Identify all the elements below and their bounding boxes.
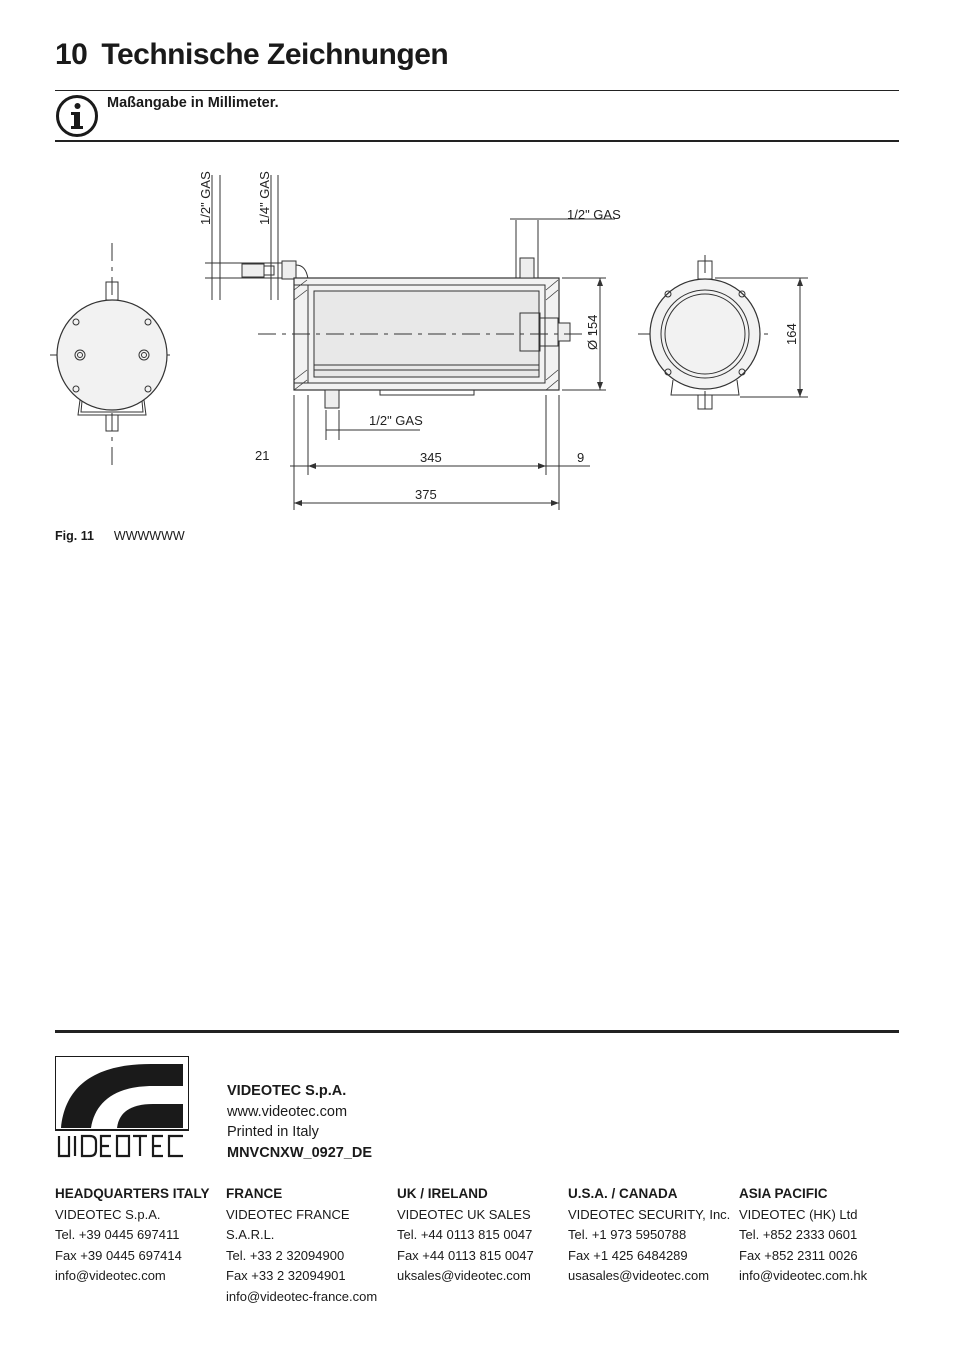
company-website[interactable]: www.videotec.com xyxy=(227,1103,348,1120)
office-tel: Tel. +33 2 32094900 xyxy=(226,1247,345,1263)
label-gas-half-top: 1/2" GAS xyxy=(567,207,621,222)
office-italy xyxy=(55,1184,226,1307)
office-fax: Fax +33 2 32094901 xyxy=(226,1268,346,1283)
office-fax: Fax +39 0445 697414 xyxy=(55,1247,182,1263)
footer-rule xyxy=(55,1030,899,1033)
label-height: 164 xyxy=(784,323,799,345)
section-number: 10 xyxy=(55,38,88,71)
header-rule-top xyxy=(55,90,899,91)
office-tel: Tel. +852 2333 0601 xyxy=(739,1227,858,1242)
dim-21: 21 xyxy=(255,448,270,463)
rear-view xyxy=(638,255,808,413)
office-heading: U.S.A. / CANADA xyxy=(568,1186,678,1201)
office-email[interactable]: info@videotec-france.com xyxy=(226,1288,378,1304)
company-info xyxy=(227,1081,372,1163)
figure-text: WWWWWW xyxy=(113,529,185,543)
office-fax: Fax +44 0113 815 0047 xyxy=(397,1247,534,1263)
office-list xyxy=(55,1184,915,1307)
company-name: VIDEOTEC S.p.A. xyxy=(227,1083,347,1099)
office-uk xyxy=(397,1184,568,1307)
office-name: VIDEOTEC SECURITY, Inc. xyxy=(568,1206,731,1222)
section-title: Technische Zeichnungen xyxy=(101,38,449,71)
office-email[interactable]: uksales@videotec.com xyxy=(397,1268,531,1283)
office-heading: ASIA PACIFIC xyxy=(739,1186,828,1201)
office-name: VIDEOTEC (HK) Ltd xyxy=(739,1206,858,1222)
figure-caption xyxy=(55,529,185,543)
office-name: VIDEOTEC FRANCE S.A.R.L. xyxy=(226,1206,350,1242)
office-email[interactable]: usasales@videotec.com xyxy=(568,1268,710,1283)
technical-drawing xyxy=(50,165,910,520)
label-gas-half-vertical: 1/2" GAS xyxy=(198,171,213,225)
printed-in: Printed in Italy xyxy=(227,1124,319,1140)
label-gas-quarter-vertical: 1/4" GAS xyxy=(257,171,272,225)
office-asia xyxy=(739,1184,910,1307)
office-heading: HEADQUARTERS ITALY xyxy=(55,1186,210,1201)
header-rule-bottom xyxy=(55,140,899,142)
info-icon xyxy=(55,94,99,138)
office-email[interactable]: info@videotec.com.hk xyxy=(739,1268,868,1283)
office-email[interactable]: info@videotec.com xyxy=(55,1268,166,1283)
measurement-note: Maßangabe in Millimeter. xyxy=(107,95,279,111)
office-name: VIDEOTEC S.p.A. xyxy=(55,1206,161,1222)
office-heading: FRANCE xyxy=(226,1186,283,1201)
videotec-logo xyxy=(55,1056,189,1162)
office-name: VIDEOTEC UK SALES xyxy=(397,1206,531,1222)
office-tel: Tel. +44 0113 815 0047 xyxy=(397,1227,533,1242)
office-fax: Fax +1 425 6484289 xyxy=(568,1247,688,1263)
dim-375: 375 xyxy=(415,487,437,502)
office-tel: Tel. +39 0445 697411 xyxy=(55,1227,180,1242)
office-usa xyxy=(568,1184,739,1307)
label-gas-half-bottom: 1/2" GAS xyxy=(369,413,423,428)
dim-345: 345 xyxy=(420,450,442,465)
front-view xyxy=(50,243,172,470)
office-fax: Fax +852 2311 0026 xyxy=(739,1247,858,1263)
document-code: MNVCNXW_0927_DE xyxy=(227,1144,373,1161)
label-diameter: Ø 154 xyxy=(585,314,600,350)
page-title xyxy=(55,38,448,72)
office-france xyxy=(226,1184,397,1307)
dim-9: 9 xyxy=(577,450,585,465)
office-tel: Tel. +1 973 5950788 xyxy=(568,1227,687,1242)
office-heading: UK / IRELAND xyxy=(397,1186,488,1201)
figure-number: Fig. 11 xyxy=(55,529,94,543)
